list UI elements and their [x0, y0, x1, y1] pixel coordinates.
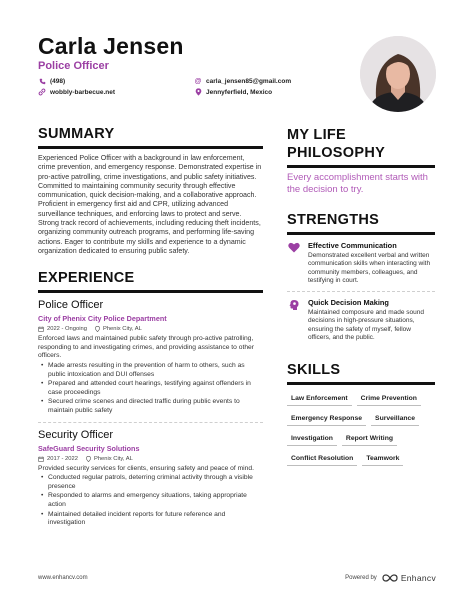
job-location: [86, 456, 133, 462]
strength-name: Effective Communication: [308, 241, 397, 250]
powered-by-label: Powered by: [345, 575, 377, 581]
skill-tag: Investigation: [287, 435, 337, 446]
resume-header: [38, 34, 358, 96]
brand-logo[interactable]: [382, 573, 436, 583]
page-footer: [38, 573, 436, 583]
job-dates-text: 2022 - Ongoing: [47, 326, 87, 333]
summary-text: Experienced Police Officer with a background in law enforcement, crime prevention, and emergency response. Demonstrated expertise in pro-active patrolling, crime investigations, and public safety initiatives. Committed to maintaining community security through effective communication, quick decision-making, and a collaborative approach. Proficient in emergency first aid and CPR, utilizing advanced surveillance techniques, and enforcing laws to protect and serve. Strong track record of achievements, including reducing theft incidents, organizing community outreach programs, and performing life-saving actions. Eager to contribute my skills and experience to a dynamic organization dedicated to ensuring public safety.: [38, 154, 262, 255]
candidate-name: Carla Jensen: [38, 33, 184, 59]
job-title: Security Officer: [38, 428, 113, 441]
calendar-icon: [38, 456, 44, 462]
job-location-text: Phenix City, AL: [102, 326, 142, 333]
divider: [38, 422, 263, 423]
job-bullet: • Conducted regular patrols, deterring criminal activity through a visible presence: [38, 474, 263, 491]
skill-tag: Emergency Response: [287, 415, 366, 426]
strength-description: Maintained composure and made sound decisions in high-pressure situations, ensuring the safety of myself, fellow officers, and the public.: [308, 309, 424, 342]
strength-item: [287, 298, 435, 342]
contact-location: [194, 88, 354, 96]
right-column: [287, 126, 435, 466]
contact-website[interactable]: [38, 88, 194, 96]
strengths-heading: STRENGTHS: [287, 212, 435, 235]
skill-tag: Conflict Resolution: [287, 455, 357, 466]
job-description: Enforced laws and maintained public safety through pro-active patrolling, responding to and investigating crimes, and providing assistance to other officers.: [38, 335, 254, 360]
infinity-logo-icon: [382, 574, 398, 582]
strength-body: [308, 298, 435, 342]
job-company: City of Phenix City Police Department: [38, 314, 167, 324]
brain-icon: [287, 298, 301, 342]
philosophy-heading: MY LIFE PHILOSOPHY: [287, 126, 435, 168]
job-dates: [38, 456, 78, 462]
job-meta: [38, 326, 263, 332]
job-company: SafeGuard Security Solutions: [38, 443, 140, 453]
job-bullet: • Maintained detailed incident reports for future reference and investigation: [38, 511, 263, 528]
skill-tag: Surveillance: [371, 415, 419, 426]
summary-heading: SUMMARY: [38, 126, 263, 149]
job-bullet: • Responded to alarms and emergency situations, taking appropriate action: [38, 492, 263, 509]
strength-name: Quick Decision Making: [308, 298, 389, 308]
location-pin-icon: [95, 326, 100, 332]
job-dates: [38, 326, 87, 332]
website-url[interactable]: wobbly-barbecue.net: [50, 88, 116, 96]
job-bullets: [38, 362, 263, 416]
contact-info: [38, 77, 358, 96]
experience-heading: EXPERIENCE: [38, 270, 263, 293]
job-entry: [38, 429, 263, 528]
job-bullet: • Made arrests resulting in the prevention of harm to others, such as public intoxication and DUI offenses: [38, 362, 263, 379]
email-address[interactable]: carla_jensen85@gmail.com: [206, 77, 292, 85]
skill-tag: Crime Prevention: [357, 395, 421, 406]
job-title: Police Officer: [38, 299, 104, 312]
skills-heading: SKILLS: [287, 362, 435, 385]
job-location-text: Phenix City, AL: [93, 455, 133, 462]
left-column: [38, 126, 263, 528]
link-icon: [38, 88, 46, 96]
heart-icon: [287, 241, 301, 285]
location-text: Jennyferfield, Mexico: [206, 88, 273, 96]
divider: [287, 291, 435, 292]
candidate-role: Police Officer: [38, 60, 109, 72]
job-entry: [38, 299, 263, 422]
footer-branding: [345, 573, 436, 583]
job-bullet: • Prepared and attended court hearings, testifying against offenders in case proceedings: [38, 380, 263, 397]
contact-phone: [38, 77, 194, 85]
strength-body: [308, 241, 435, 285]
location-pin-icon: [86, 456, 91, 462]
skill-tag: Teamwork: [362, 455, 403, 466]
location-pin-icon: [194, 88, 202, 96]
footer-url[interactable]: www.enhancv.com: [38, 575, 88, 581]
skill-tag: Law Enforcement: [287, 395, 352, 406]
job-bullet: • Secured crime scenes and directed traffic during public events to maintain public safety: [38, 398, 263, 415]
job-meta: [38, 456, 263, 462]
brand-name: Enhancv: [400, 573, 436, 583]
skills-list: [287, 395, 437, 466]
job-dates-text: 2017 - 2022: [47, 455, 78, 462]
calendar-icon: [38, 326, 44, 332]
job-bullets: [38, 474, 263, 528]
contact-email[interactable]: [194, 77, 354, 85]
philosophy-quote: Every accomplishment starts with the decision to try.: [287, 172, 428, 195]
profile-photo: [360, 36, 436, 112]
strength-item: [287, 241, 435, 285]
job-location: [95, 326, 142, 332]
at-icon: @: [194, 77, 202, 85]
phone-number: (498): [50, 77, 66, 85]
strength-description: Demonstrated excellent verbal and written communication skills when interacting with community members, colleagues, and testifying in court.: [308, 252, 431, 284]
job-description: Provided security services for clients, ensuring safety and peace of mind.: [38, 464, 254, 472]
skill-tag: Report Writing: [342, 435, 397, 446]
phone-icon: [38, 77, 46, 85]
avatar-illustration: [360, 36, 436, 112]
